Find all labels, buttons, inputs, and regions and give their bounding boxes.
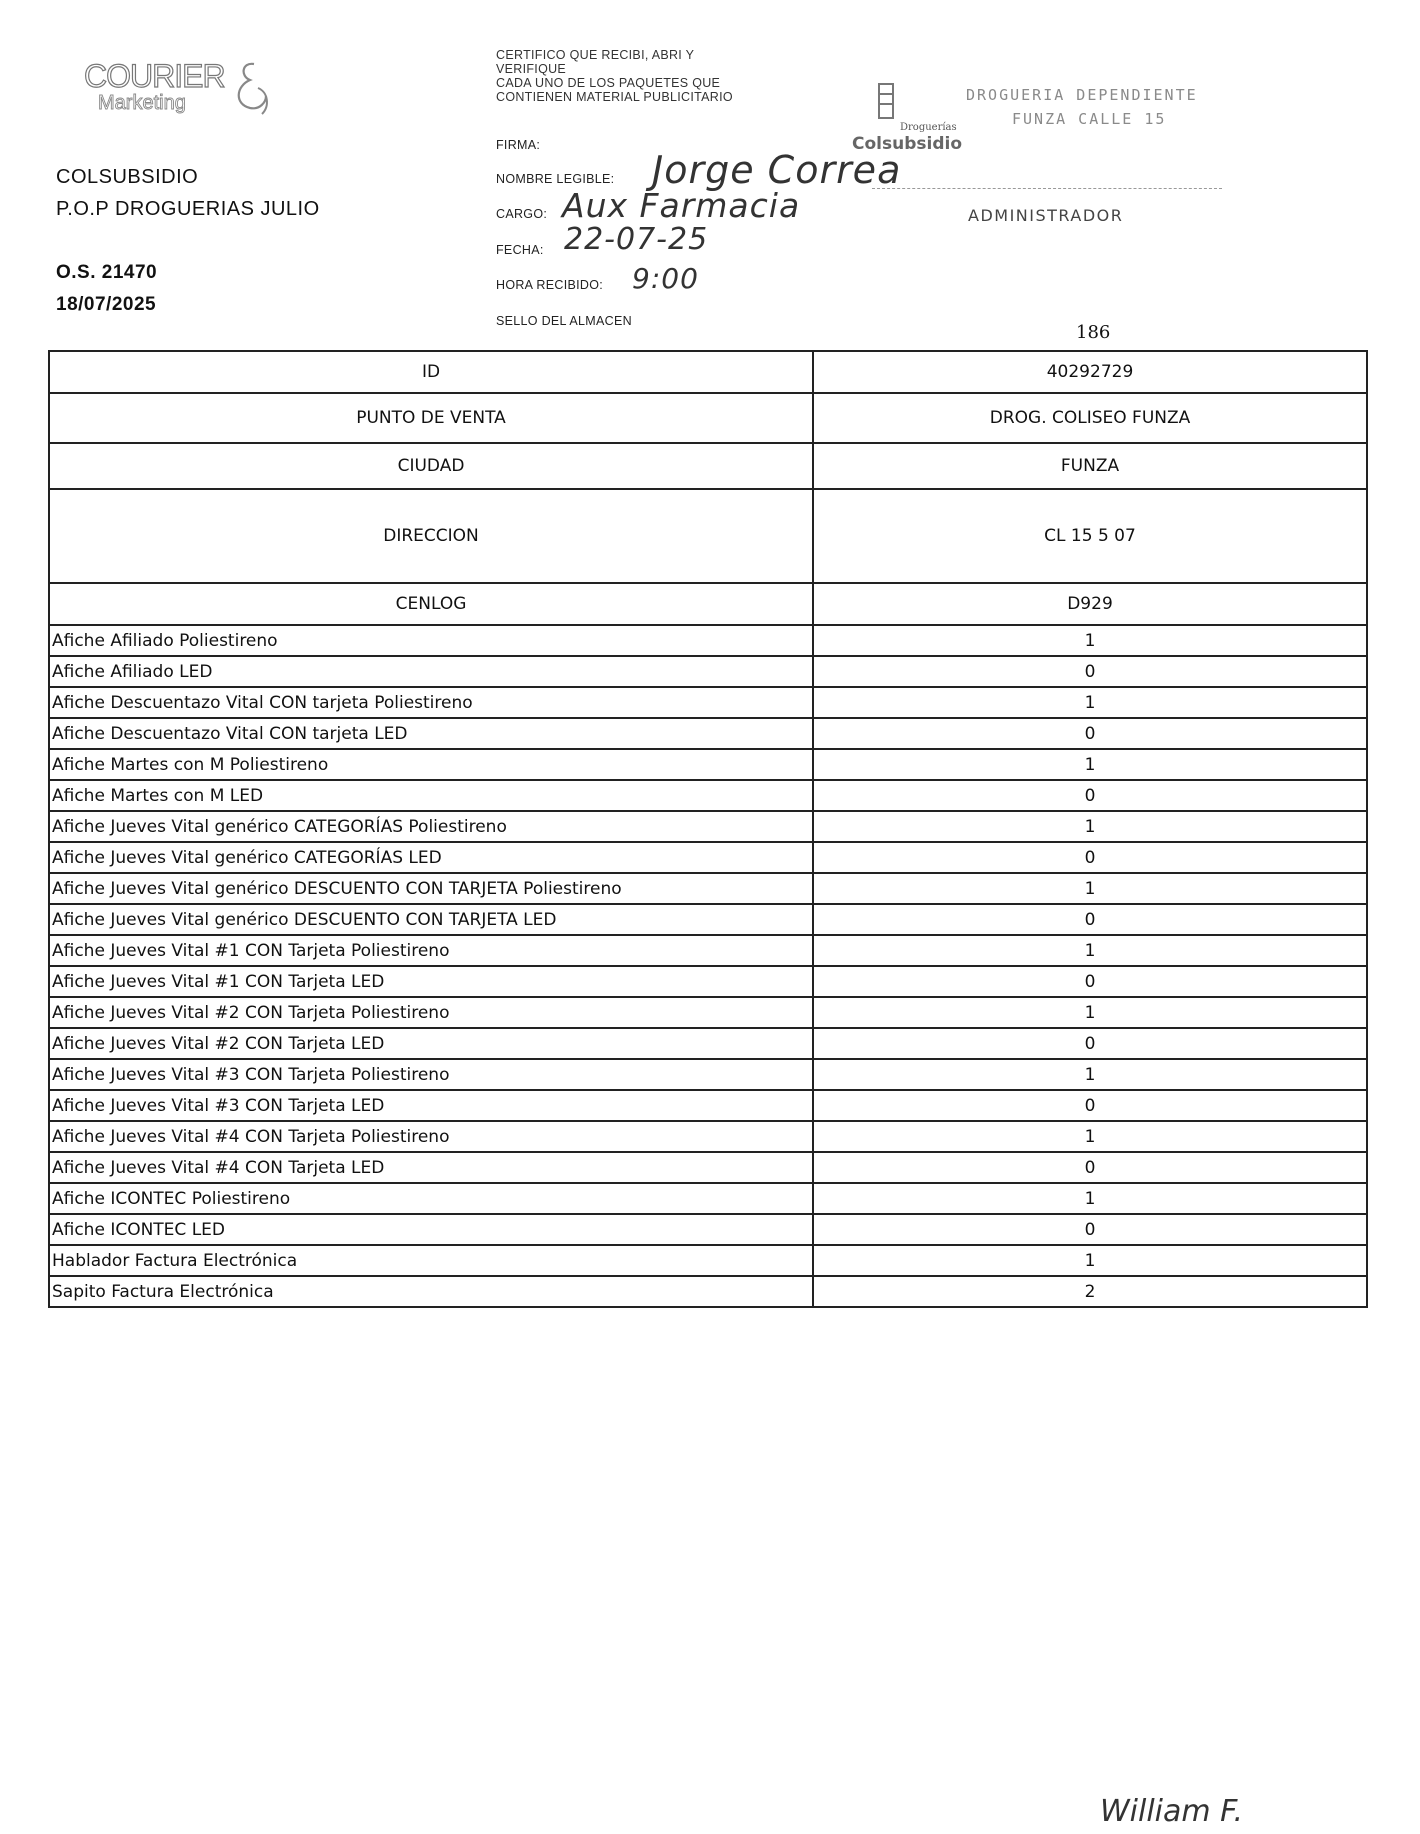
table-row: [49, 656, 1367, 687]
item-quantity: 1: [813, 1121, 1367, 1152]
item-quantity: 1: [813, 935, 1367, 966]
nombre-value: Jorge Correa: [652, 148, 902, 192]
item-quantity: 1: [813, 997, 1367, 1028]
table-row: [49, 1152, 1367, 1183]
handwritten-signature: William F.: [1100, 1794, 1244, 1829]
item-name: Afiche Jueves Vital #2 CON Tarjeta Poliestireno: [49, 997, 813, 1028]
stamp-line-1: DROGUERIA DEPENDIENTE: [966, 86, 1198, 104]
item-quantity: 1: [813, 687, 1367, 718]
item-quantity: 1: [813, 749, 1367, 780]
item-quantity: 0: [813, 842, 1367, 873]
table-row: [49, 811, 1367, 842]
delivery-table: [48, 350, 1368, 1308]
item-name: Afiche Jueves Vital #3 CON Tarjeta Poliestireno: [49, 1059, 813, 1090]
item-quantity: 0: [813, 1090, 1367, 1121]
table-row: [49, 935, 1367, 966]
nombre-label: NOMBRE LEGIBLE:: [496, 172, 615, 186]
item-list: [49, 625, 1367, 1307]
order-date: 18/07/2025: [56, 294, 157, 315]
cert-line: VERIFIQUE: [496, 62, 567, 76]
item-quantity: 1: [813, 1183, 1367, 1214]
table-row: [49, 1214, 1367, 1245]
item-name: Afiche Jueves Vital #1 CON Tarjeta LED: [49, 966, 813, 997]
logo-text-sub: Marketing: [98, 92, 186, 114]
table-row: [49, 718, 1367, 749]
sello-label: SELLO DEL ALMACEN: [496, 314, 632, 328]
campaign-name: P.O.P DROGUERIAS JULIO: [56, 198, 320, 220]
table-row: [49, 997, 1367, 1028]
item-name: Afiche ICONTEC LED: [49, 1214, 813, 1245]
cert-line: CONTIENEN MATERIAL PUBLICITARIO: [496, 90, 733, 104]
table-row: [49, 1245, 1367, 1276]
item-quantity: 0: [813, 1152, 1367, 1183]
header-value: D929: [813, 583, 1367, 625]
item-name: Afiche Jueves Vital genérico DESCUENTO CON TARJETA Poliestireno: [49, 873, 813, 904]
cert-line: CERTIFICO QUE RECIBI, ABRI Y: [496, 48, 695, 62]
table-row: [49, 1183, 1367, 1214]
item-name: Afiche Afiliado LED: [49, 656, 813, 687]
item-name: Afiche Jueves Vital genérico CATEGORÍAS Poliestireno: [49, 811, 813, 842]
item-name: Afiche Martes con M LED: [49, 780, 813, 811]
cargo-value: Aux Farmacia: [562, 186, 801, 225]
item-quantity: 0: [813, 718, 1367, 749]
item-quantity: 0: [813, 904, 1367, 935]
company-logo: [84, 58, 274, 128]
item-quantity: 1: [813, 811, 1367, 842]
item-quantity: 0: [813, 780, 1367, 811]
stamp-role: ADMINISTRADOR: [968, 206, 1124, 225]
header-value: 40292729: [813, 351, 1367, 393]
header-row-ciudad: [49, 443, 1367, 489]
item-name: Afiche Jueves Vital #4 CON Tarjeta LED: [49, 1152, 813, 1183]
table-row: [49, 687, 1367, 718]
client-name: COLSUBSIDIO: [56, 166, 199, 188]
logo-text-main: COURIER: [84, 58, 225, 94]
table-row: [49, 966, 1367, 997]
sheet-number: 186: [1076, 322, 1111, 343]
header-label: CENLOG: [49, 583, 813, 625]
stamp-line-2: FUNZA CALLE 15: [1012, 110, 1167, 128]
item-name: Afiche Jueves Vital genérico DESCUENTO CON TARJETA LED: [49, 904, 813, 935]
item-quantity: 0: [813, 966, 1367, 997]
header-label: ID: [49, 351, 813, 393]
cargo-label: CARGO:: [496, 207, 548, 221]
header-value: CL 15 5 07: [813, 489, 1367, 583]
item-name: Afiche ICONTEC Poliestireno: [49, 1183, 813, 1214]
fecha-value: 22-07-25: [564, 222, 709, 257]
header-row-cenlog: [49, 583, 1367, 625]
certification-text: [496, 48, 733, 104]
item-name: Afiche Jueves Vital #4 CON Tarjeta Poliestireno: [49, 1121, 813, 1152]
item-quantity: 0: [813, 656, 1367, 687]
table-row: [49, 625, 1367, 656]
ampersand-logo-icon: [224, 58, 274, 124]
stamp-signature-line: [872, 188, 1222, 189]
item-name: Afiche Jueves Vital genérico CATEGORÍAS LED: [49, 842, 813, 873]
header-label: CIUDAD: [49, 443, 813, 489]
table-row: [49, 1276, 1367, 1307]
header-label: PUNTO DE VENTA: [49, 393, 813, 443]
stamp-logo-icon: [876, 82, 898, 127]
table-row: [49, 904, 1367, 935]
table-row: [49, 749, 1367, 780]
table-row: [49, 780, 1367, 811]
table-row: [49, 1028, 1367, 1059]
header-row-direccion: [49, 489, 1367, 583]
item-name: Hablador Factura Electrónica: [49, 1245, 813, 1276]
item-quantity: 1: [813, 873, 1367, 904]
order-number: O.S. 21470: [56, 262, 158, 283]
header-label: DIRECCION: [49, 489, 813, 583]
hora-label: HORA RECIBIDO:: [496, 278, 603, 292]
item-name: Afiche Martes con M Poliestireno: [49, 749, 813, 780]
item-name: Afiche Jueves Vital #1 CON Tarjeta Poliestireno: [49, 935, 813, 966]
stamp-brand: Colsubsidio: [852, 134, 962, 154]
item-name: Afiche Jueves Vital #2 CON Tarjeta LED: [49, 1028, 813, 1059]
fecha-label: FECHA:: [496, 243, 544, 257]
item-quantity: 2: [813, 1276, 1367, 1307]
header-value: DROG. COLISEO FUNZA: [813, 393, 1367, 443]
firma-label: FIRMA:: [496, 138, 541, 152]
item-name: Sapito Factura Electrónica: [49, 1276, 813, 1307]
header-row-punto-venta: [49, 393, 1367, 443]
item-quantity: 0: [813, 1028, 1367, 1059]
item-quantity: 0: [813, 1214, 1367, 1245]
table-row: [49, 873, 1367, 904]
header-row-id: [49, 351, 1367, 393]
item-quantity: 1: [813, 1245, 1367, 1276]
item-name: Afiche Descuentazo Vital CON tarjeta LED: [49, 718, 813, 749]
cert-line: CADA UNO DE LOS PAQUETES QUE: [496, 76, 721, 90]
item-name: Afiche Afiliado Poliestireno: [49, 625, 813, 656]
header-value: FUNZA: [813, 443, 1367, 489]
table-row: [49, 1121, 1367, 1152]
table-row: [49, 842, 1367, 873]
item-quantity: 1: [813, 1059, 1367, 1090]
table-row: [49, 1090, 1367, 1121]
table-row: [49, 1059, 1367, 1090]
item-name: Afiche Descuentazo Vital CON tarjeta Poliestireno: [49, 687, 813, 718]
stamp-brand-small: Droguerías: [900, 122, 957, 133]
item-name: Afiche Jueves Vital #3 CON Tarjeta LED: [49, 1090, 813, 1121]
item-quantity: 1: [813, 625, 1367, 656]
hora-value: 9:00: [632, 262, 699, 295]
